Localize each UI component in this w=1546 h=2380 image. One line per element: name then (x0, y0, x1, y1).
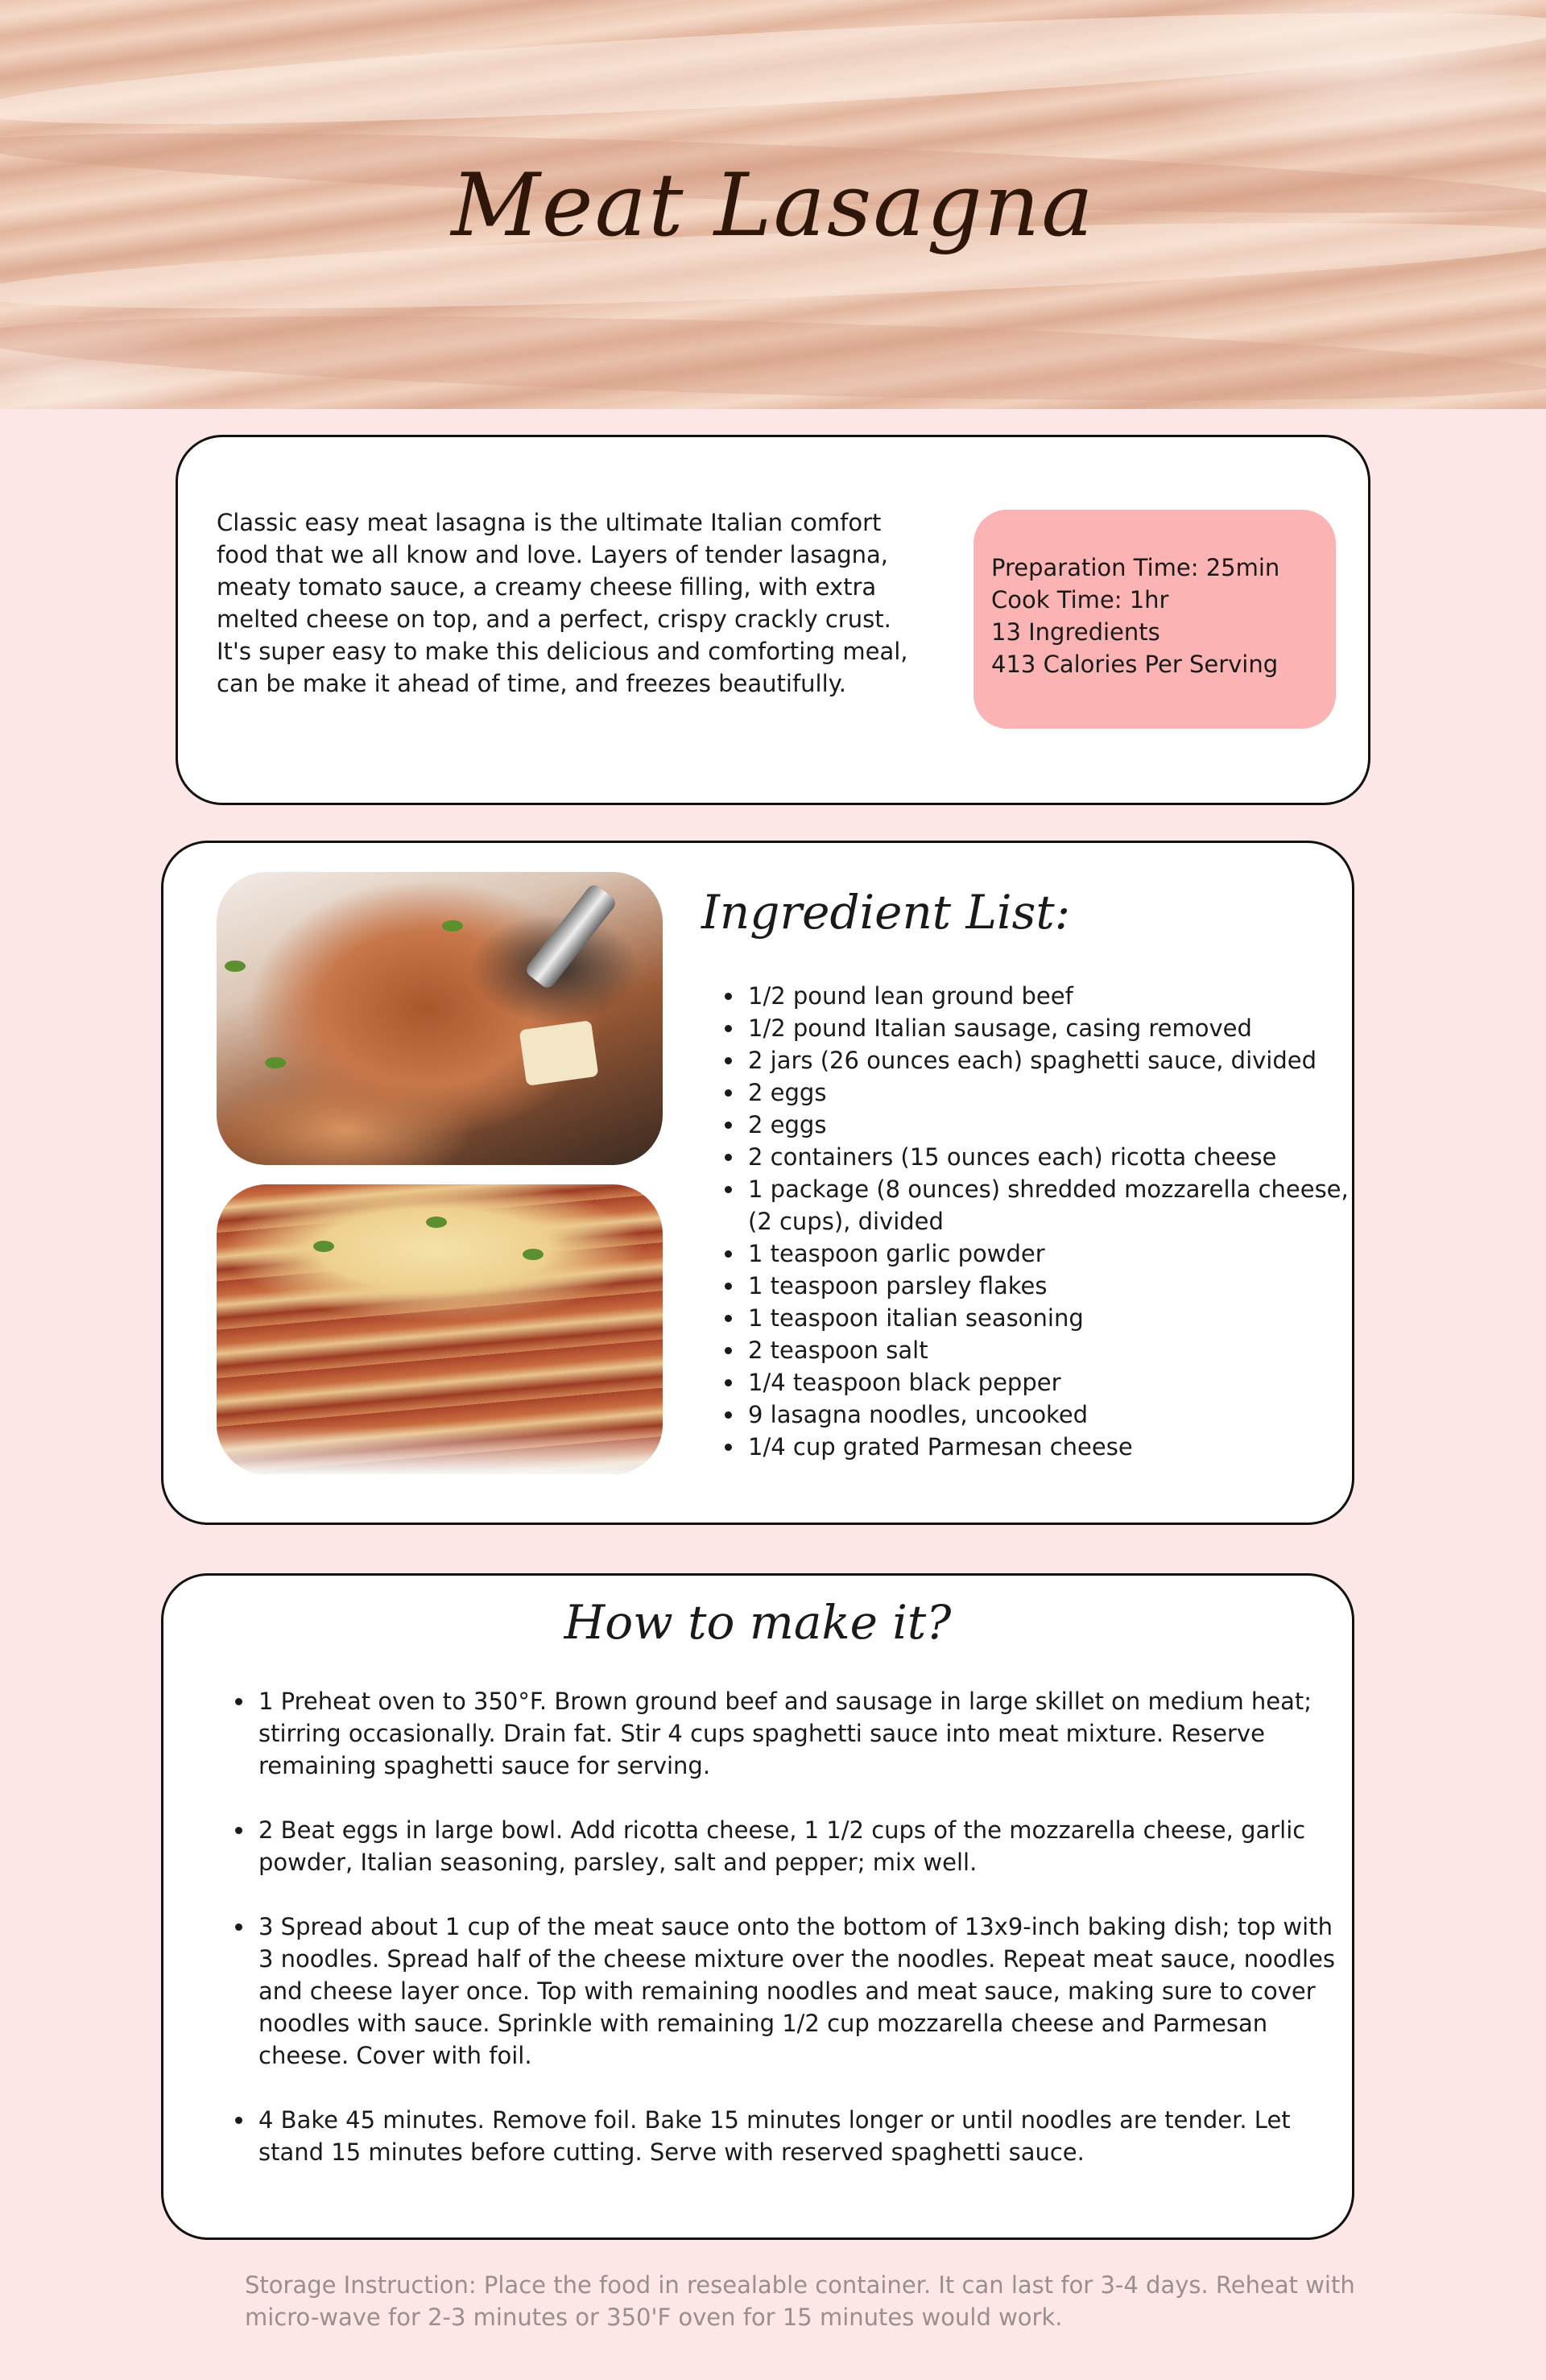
intro-card (176, 435, 1370, 805)
list-item: • 1 teaspoon parsley flakes (745, 1270, 1357, 1302)
instruction-step: • 4 Bake 45 minutes. Remove foil. Bake 15 minutes longer or until noodles are tender. Let stand 15 minutes before cutting. Serve with reserved spaghetti sauce. (255, 2104, 1350, 2168)
parmesan-block (519, 1020, 599, 1086)
page-title: Meat Lasagna (451, 155, 1095, 256)
list-item: • 2 jars (26 ounces each) spaghetti sauce, divided (745, 1044, 1357, 1076)
instruction-step: • 3 Spread about 1 cup of the meat sauce onto the bottom of 13x9-inch baking dish; top with 3 noodles. Spread half of the cheese mixture over the noodles. Repeat meat sauce, noodles and cheese layer once. Top with remaining noodles and meat sauce, making sure to cover noodles with sauce. Sprinkle with remaining 1/2 cup mozzarella cheese and Parmesan cheese. Cover with foil. (255, 1911, 1350, 2072)
instruction-list (229, 1685, 1350, 2168)
herb-garnish (313, 1241, 334, 1252)
list-item: • 9 lasagna noodles, uncooked (745, 1399, 1357, 1431)
herb-garnish (225, 961, 246, 972)
ingredients-card (161, 841, 1354, 1525)
recipe-stats-box (973, 510, 1336, 729)
storage-instructions: Storage Instruction: Place the food in resealable container. It can last for 3-4 days. Reheat with micro-wave for 2-3 minutes or 350'F oven for 15 minutes would work. (245, 2271, 1355, 2331)
cake-server (523, 882, 618, 991)
list-item: • 1 teaspoon italian seasoning (745, 1302, 1357, 1334)
herb-garnish (265, 1057, 286, 1068)
herb-garnish (442, 920, 463, 932)
calories: 413 Calories Per Serving (991, 651, 1279, 678)
hero-banner (0, 0, 1546, 409)
list-item: • 1/4 teaspoon black pepper (745, 1366, 1357, 1399)
list-item: • 1/2 pound Italian sausage, casing removed (745, 1012, 1357, 1044)
instruction-step: • 1 Preheat oven to 350°F. Brown ground beef and sausage in large skillet on medium heat; stirring occasionally. Drain fat. Stir 4 cups spaghetti sauce into meat mixture. Reserve remaining spaghetti sauce for serving. (255, 1685, 1350, 1782)
ingredient-list (719, 980, 1357, 1463)
plate (217, 1426, 663, 1474)
ingredient-count: 13 Ingredients (991, 618, 1160, 646)
recipe-description: Classic easy meat lasagna is the ultimate Italian comfort food that we all know and love. Layers of tender lasagna, meaty tomato sauce, a creamy cheese filling, with extra melted cheese on top, and a perfect, crispy crackly crust. It's super easy to make this delicious and comforting meal, can be make it ahead of time, and freezes beautifully. (217, 509, 908, 697)
lasagna-slice-photo (217, 1184, 663, 1474)
list-item: • 2 eggs (745, 1076, 1357, 1109)
instruction-step: • 2 Beat eggs in large bowl. Add ricotta cheese, 1 1/2 cups of the mozzarella cheese, garlic powder, Italian seasoning, parsley, salt and pepper; mix well. (255, 1814, 1350, 1878)
list-item: • 2 containers (15 ounces each) ricotta cheese (745, 1141, 1357, 1173)
list-item: • 1 package (8 ounces) shredded mozzarella cheese, (2 cups), divided (745, 1173, 1357, 1238)
cook-time: Cook Time: 1hr (991, 586, 1169, 614)
list-item: • 2 eggs (745, 1109, 1357, 1141)
instructions-heading: How to make it? (564, 1595, 952, 1650)
herb-garnish (426, 1217, 447, 1228)
list-item: • 1/2 pound lean ground beef (745, 980, 1357, 1012)
list-item: • 1 teaspoon garlic powder (745, 1238, 1357, 1270)
list-item: • 2 teaspoon salt (745, 1334, 1357, 1366)
prep-time: Preparation Time: 25min (991, 554, 1280, 581)
ingredients-heading: Ingredient List: (701, 885, 1071, 940)
herb-garnish (523, 1249, 544, 1260)
lasagna-serving-photo (217, 872, 663, 1165)
list-item: • 1/4 cup grated Parmesan cheese (745, 1431, 1357, 1463)
instructions-card (161, 1573, 1354, 2240)
